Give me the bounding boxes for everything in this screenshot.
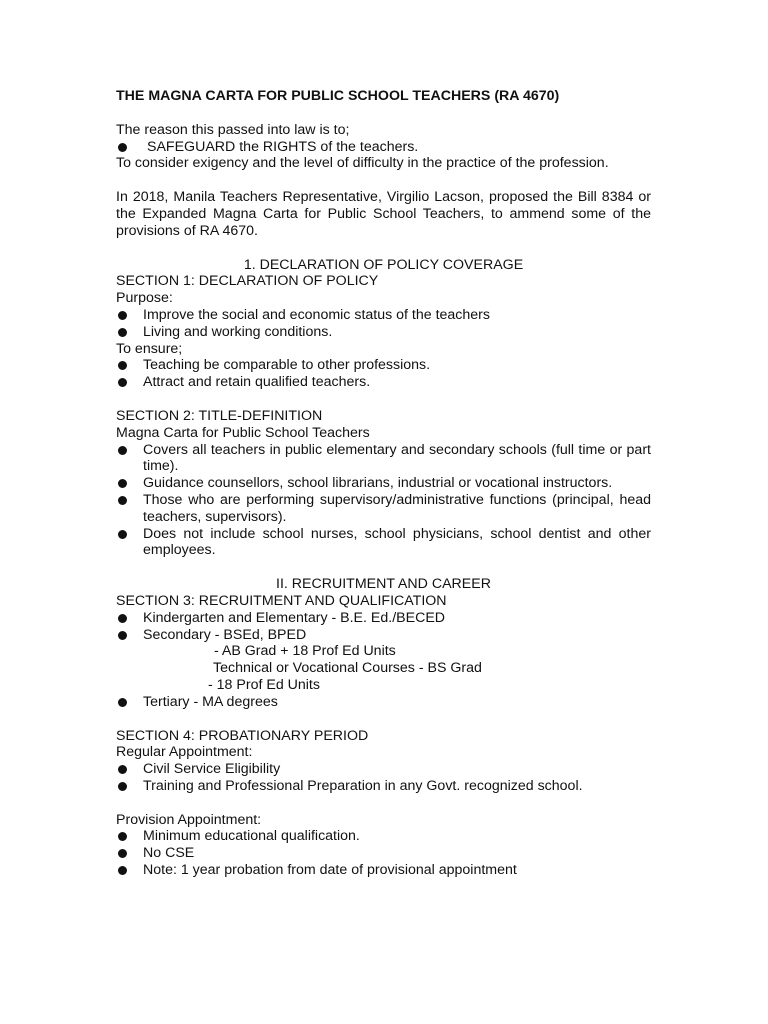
- section2-list: [116, 442, 651, 560]
- intro-bullets: [116, 139, 651, 156]
- list-item: Improve the social and economic status of the teachers: [116, 307, 651, 324]
- list-item: Those who are performing supervisory/administrative functions (principal, head teachers, supervisors).: [116, 492, 651, 526]
- regular-list: [116, 761, 651, 795]
- section3-list-tail: [116, 694, 651, 711]
- list-item: No CSE: [116, 845, 651, 862]
- list-item: Attract and retain qualified teachers.: [116, 374, 651, 391]
- list-item: Training and Professional Preparation in any Govt. recognized school.: [116, 778, 651, 795]
- list-item: Covers all teachers in public elementary and secondary schools (full time or part time).: [116, 442, 651, 476]
- list-item: Does not include school nurses, school physicians, school dentist and other employees.: [116, 526, 651, 560]
- section1-heading: SECTION 1: DECLARATION OF POLICY: [116, 273, 379, 290]
- list-item: Minimum educational qualification.: [116, 828, 651, 845]
- purpose-list: [116, 307, 651, 341]
- list-item: Teaching be comparable to other professions.: [116, 357, 651, 374]
- document-title: THE MAGNA CARTA FOR PUBLIC SCHOOL TEACHERS (RA 4670): [116, 88, 560, 104]
- part2-heading: II. RECRUITMENT AND CAREER: [276, 576, 491, 593]
- intro-lead: The reason this passed into law is to;: [116, 121, 350, 138]
- history-paragraph: In 2018, Manila Teachers Representative, Virgilio Lacson, proposed the Bill 8384 or the Expanded Magna Carta for Public School Teachers, to ammend some of the provisions of RA 4670.: [116, 189, 651, 239]
- section2-subtitle: Magna Carta for Public School Teachers: [116, 424, 370, 441]
- part1-heading: 1. DECLARATION OF POLICY COVERAGE: [243, 256, 524, 273]
- list-item: Kindergarten and Elementary - B.E. Ed./BECED: [116, 610, 651, 627]
- list-item: Guidance counsellors, school librarians, industrial or vocational instructors.: [116, 475, 651, 492]
- purpose-label: Purpose:: [116, 290, 173, 307]
- list-item: Secondary - BSEd, BPED: [116, 627, 651, 644]
- ensure-label: To ensure;: [116, 340, 183, 357]
- provision-list: [116, 828, 651, 878]
- provision-label: Provision Appointment:: [116, 811, 262, 828]
- section3-subline: - AB Grad + 18 Prof Ed Units: [214, 643, 396, 660]
- regular-label: Regular Appointment:: [116, 744, 253, 761]
- ensure-list: [116, 357, 651, 391]
- section3-subline: - 18 Prof Ed Units: [208, 676, 320, 693]
- list-item: Tertiary - MA degrees: [116, 694, 651, 711]
- document-body: [116, 88, 651, 879]
- section3-list: [116, 610, 651, 644]
- list-item: Living and working conditions.: [116, 324, 651, 341]
- list-item: Civil Service Eligibility: [116, 761, 651, 778]
- section2-heading: SECTION 2: TITLE-DEFINITION: [116, 407, 323, 424]
- section3-heading: SECTION 3: RECRUITMENT AND QUALIFICATION: [116, 592, 447, 609]
- section4-heading: SECTION 4: PROBATIONARY PERIOD: [116, 727, 369, 744]
- section3-subline: Technical or Vocational Courses - BS Grad: [213, 660, 482, 677]
- list-item: Note: 1 year probation from date of provisional appointment: [116, 862, 651, 879]
- intro-line: To consider exigency and the level of difficulty in the practice of the profession.: [116, 155, 609, 172]
- list-item: SAFEGUARD the RIGHTS of the teachers.: [116, 139, 651, 156]
